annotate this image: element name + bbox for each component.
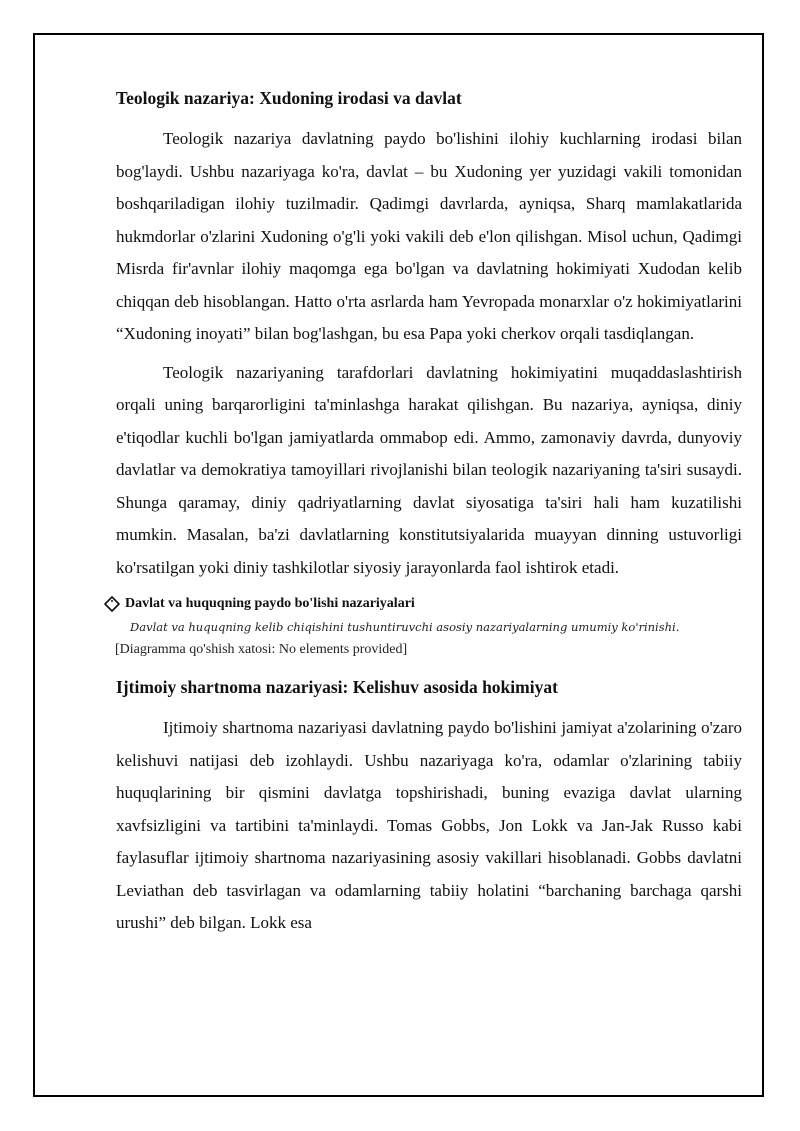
diagram-error-message: [Diagramma qo'shish xatosi: No elements provided]	[115, 642, 408, 657]
document-body	[116, 85, 742, 946]
paragraph: Teologik nazariya davlatning paydo bo'lishini ilohiy kuchlarning irodasi bilan bog'laydi. Ushbu nazariyaga ko'ra, davlat – bu Xudoning yer yuzidagi vakili tomonidan boshqariladigan ilohiy tuzilmadir. Qadimgi davrlarda, ayniqsa, Sharq mamlakatlarida hukmdorlar o'zlarini Xudoning o'g'li yoki vakili deb e'lon qilishgan. Misol uchun, Qadimgi Misrda fir'avnlar ilohiy maqomga ega bo'lgan va davlatning hokimiyati Xudodan kelib chiqqan deb hisoblangan. Hatto o'rta asrlarda ham Yevropada monarxlar o'z hokimiyatlarini “Xudoning inoyati” bilan bog'lashgan, bu esa Papa yoki cherkov orqali tasdiqlangan.	[116, 129, 742, 343]
diagram-title	[103, 594, 742, 614]
section-heading-ijtimoiy: Ijtimoiy shartnoma nazariyasi: Kelishuv asosida hokimiyat	[116, 677, 558, 697]
paragraph: Ijtimoiy shartnoma nazariyasi davlatning paydo bo'lishini jamiyat a'zolarining o'zaro kelishuvi natijasi deb izohlaydi. Ushbu nazariyaga ko'ra, odamlar o'zlarining tabiiy huquqlarining bir qismini davlatga topshirishadi, buning evaziga davlat ularning xavfsizligini va tartibini ta'minlaydi. Tomas Gobbs, Jon Lokk va Jan-Jak Russo kabi faylasuflar ijtimoiy shartnoma nazariyasining asosiy vakillari hisoblanadi. Gobbs davlatni Leviathan deb tasvirlagan va odamlarning tabiiy holatini “barchaning barchaga qarshi urushi” deb bilgan. Lokk esa	[116, 718, 742, 932]
paragraph: Teologik nazariyaning tarafdorlari davlatning hokimiyatini muqaddaslashtirish orqali uning barqarorligini ta'minlashga harakat qilishgan. Bu nazariya, ayniqsa, diniy e'tiqodlar kuchli bo'lgan jamiyatlarda ommabop edi. Ammo, zamonaviy davrda, dunyoviy davlatlar va demokratiya tamoyillari rivojlanishi bilan teologik nazariyaning ta'siri susaydi. Shunga qaramay, diniy qadriyatlarning davlat siyosatiga ta'siri hali ham kuzatilishi mumkin. Masalan, ba'zi davlatlarning konstitutsiyalarida muayyan dinning ustuvorligi ko'rsatilgan yoki diniy tashkilotlar siyosiy jarayonlarda faol ishtirok etadi.	[116, 362, 742, 577]
diagram-subtitle: Davlat va huquqning kelib chiqishini tushuntiruvchi asosiy nazariyalarning umumiy ko'rinishi.	[130, 620, 680, 634]
diamond-tag-icon	[103, 595, 121, 613]
section-heading-teologik: Teologik nazariya: Xudoning irodasi va davlat	[116, 88, 462, 108]
diagram-title-text: Davlat va huquqning paydo bo'lishi nazariyalari	[125, 596, 415, 611]
